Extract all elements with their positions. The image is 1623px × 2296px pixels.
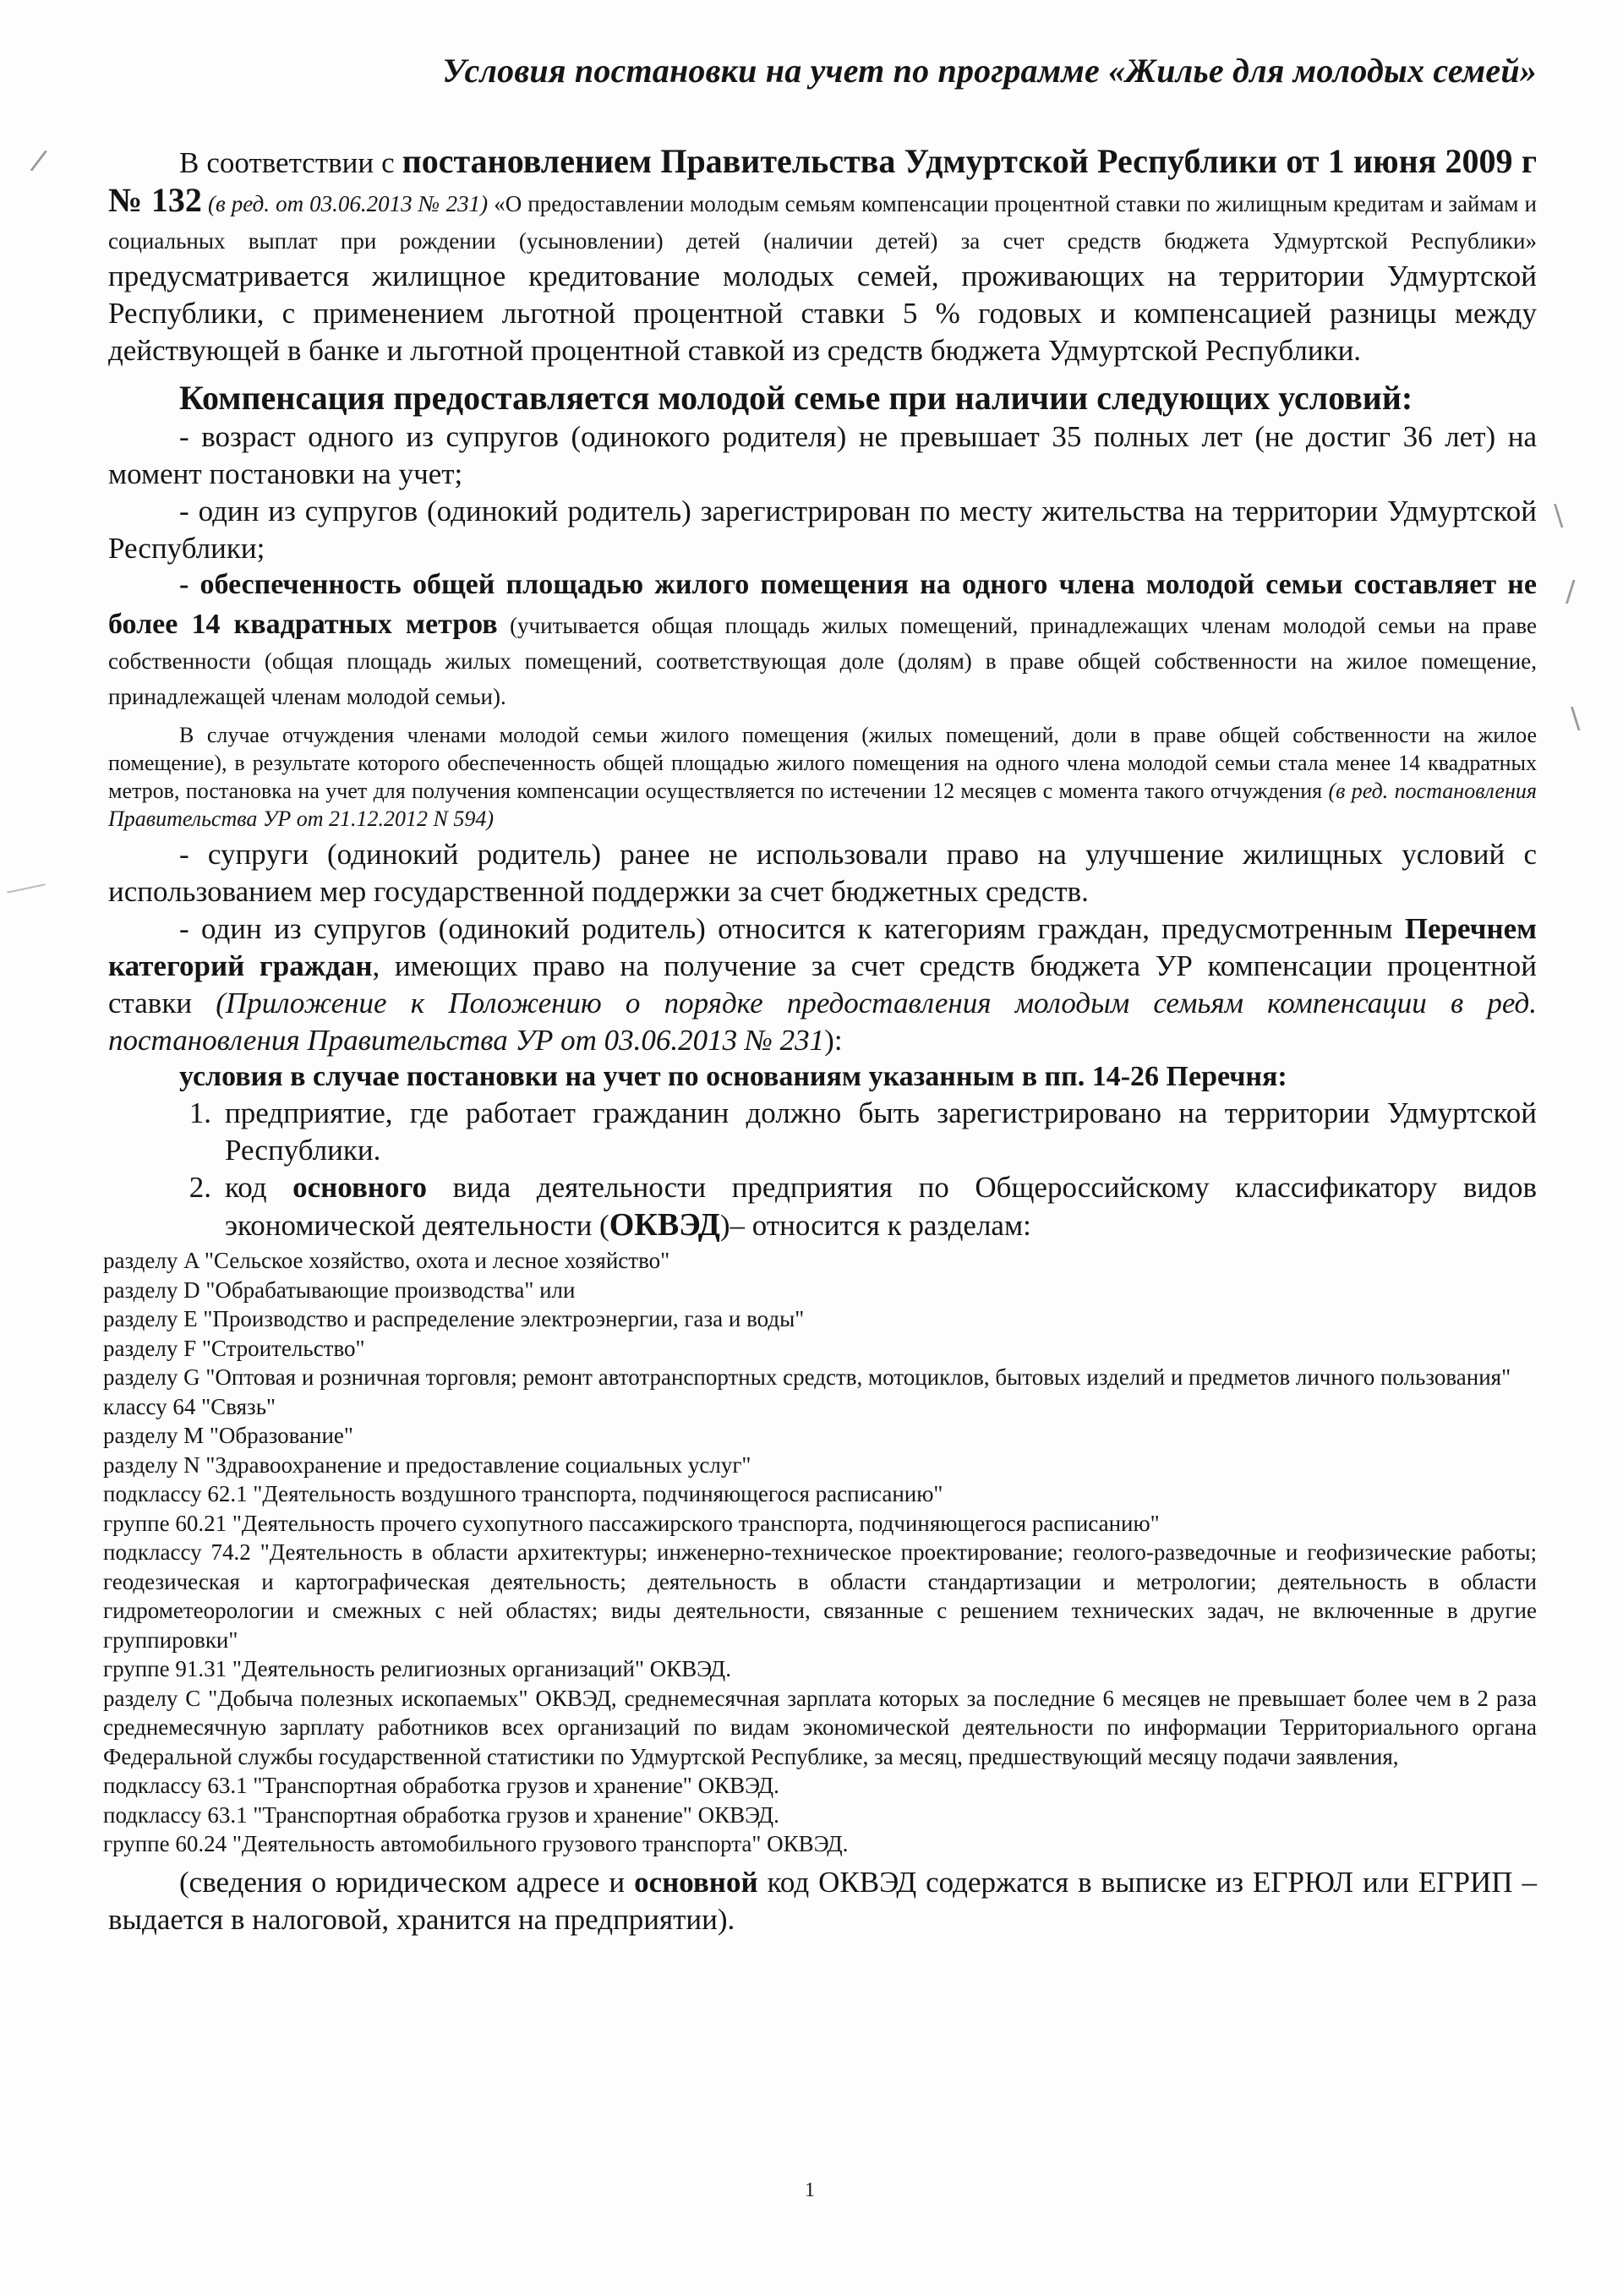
margin-stroke-mark	[7, 883, 45, 894]
list-item	[108, 1169, 1537, 1244]
footer-note	[108, 1864, 1537, 1938]
okved-entry: подклассу 63.1 "Транспортная обработка грузов и хранение" ОКВЭД.	[103, 1773, 779, 1798]
margin-tick-mark: /	[1566, 575, 1576, 609]
intro-paragraph	[108, 143, 1537, 369]
condition-not-used: - супруги (одинокий родитель) ранее не использовали право на улучшение жилищных условий с использованием мер государственной поддержки за счет бюджетных средств.	[108, 838, 1537, 908]
alienation-reference: (в ред. постановления Правительства УР от 21.12.2012 N 594)	[108, 779, 1537, 831]
footer-note-start: (сведения о юридическом адресе и	[179, 1865, 635, 1899]
okved-entry: подклассу 63.1 "Транспортная обработка грузов и хранение" ОКВЭД.	[103, 1801, 779, 1828]
margin-tick-mark: \	[1554, 499, 1564, 533]
footer-note-bold: основной	[634, 1865, 758, 1899]
okved-abbrev: ОКВЭД	[609, 1207, 720, 1243]
okved-entry: разделу C "Добыча полезных ископаемых" ОКВЭД, среднемесячная зарплата которых за последние 6 месяцев не превышает более чем в 2 раза среднемесячную зарплату работников всех организаций по видам экономической деятельности по информации Территориального органа Федеральной службы государственной статистики по Удмуртской Республике, за месяц, предшествующий месяцу подачи заявления,	[103, 1685, 1537, 1769]
intro-rest: предусматривается жилищное кредитование молодых семей, проживающих на территории Удмуртской Республики, с применением льготной процентной ставки 5 % годовых и компенсацией разницы между действующей в банке и льготной процентной ставкой из средств бюджета Удмуртской Республики.	[108, 260, 1537, 367]
okved-entry: разделу G "Оптовая и розничная торговля; ремонт автотранспортных средств, мотоциклов, бытовых изделий и предметов личного пользования"	[103, 1364, 1511, 1390]
decree-edition: (в ред. от 03.06.2013 № 231)	[201, 191, 489, 216]
alienation-text: В случае отчуждения членами молодой семьи жилого помещения (жилых помещений, доли в праве общей собственности на жилое помещение), в результате которого обеспеченность общей площадью жилого помещения на одного члена молодой семьи стала менее 14 квадратных метров, постановка на учет для получения компенсации осуществляется по истечении 12 месяцев с момента такого отчуждения	[108, 723, 1537, 803]
okved-entry: группе 60.24 "Деятельность автомобильного грузового транспорта" ОКВЭД.	[103, 1831, 849, 1856]
okved-entry: подклассу 62.1 "Деятельность воздушного транспорта, подчиняющегося расписанию"	[103, 1481, 943, 1506]
okved-code-pre: код	[225, 1171, 293, 1204]
okved-entry: разделу F "Строительство"	[103, 1335, 365, 1361]
condition-registration: - один из супругов (одинокий родитель) зарегистрирован по месту жительства на территории Удмуртской Республики;	[108, 495, 1537, 565]
margin-tick-mark: /	[28, 143, 49, 178]
condition-area-main: - обеспеченность общей площадью жилого помещения на одного члена молодой семьи составляет не более 14 квадратных метров	[108, 569, 1537, 640]
condition-area-note: (учитывается общая площадь жилых помещений, принадлежащих членам молодой семьи на праве собственности (общая площадь жилых помещений, соответствующая доле (долям) в праве общей собственности на жилое помещение, принадлежащей членам молодой семьи).	[108, 613, 1537, 709]
okved-list	[103, 1246, 1537, 1859]
intro-lead: В соответствии с	[179, 146, 402, 179]
margin-tick-mark: \	[1571, 702, 1581, 735]
list-item-text	[225, 1169, 1537, 1244]
condition-age: - возраст одного из супругов (одинокого родителя) не превышает 35 полных лет (не достиг 36 лет) на момент постановки на учет;	[108, 420, 1537, 490]
condition-category	[108, 910, 1537, 1059]
okved-entry: разделу A "Сельское хозяйство, охота и лесное хозяйство"	[103, 1248, 670, 1273]
okved-code-mid: вида деятельности предприятия по Общероссийскому классификатору видов экономической деятельности (	[225, 1171, 1538, 1242]
alienation-paragraph	[108, 721, 1537, 833]
okved-entry: группе 91.31 "Деятельность религиозных организаций" ОКВЭД.	[103, 1656, 731, 1681]
document-page	[103, 51, 1538, 1938]
category-start: - один из супругов (одинокий родитель) относится к категориям граждан, предусмотренным	[179, 912, 1405, 945]
okved-main-word: основного	[292, 1171, 428, 1204]
okved-code-post: )– относится к разделам:	[719, 1209, 1031, 1242]
okved-entry: разделу D "Обрабатывающие производства" или	[103, 1276, 576, 1303]
document-title: Условия постановки на учет по программе «Жилье для молодых семей»	[442, 52, 1537, 90]
category-reference: (Приложение к Положению о порядке предоставления молодым семьям компенсации в ред. постановления Правительства УР от 03.06.2013 № 231	[108, 987, 1537, 1057]
category-end: ):	[824, 1024, 843, 1057]
list-item-text: предприятие, где работает гражданин должно быть зарегистрировано на территории Удмуртской Республики.	[225, 1096, 1537, 1167]
category-list-name: Перечнем категорий граждан	[108, 912, 1537, 982]
list-item	[108, 1095, 1537, 1169]
okved-entry: подклассу 74.2 "Деятельность в области архитектуры; инженерно-техническое проектирование; геолого-разведочные и геофизические работы; геодезическая и картографическая деятельность; деятельность в области стандартизации и метрологии; деятельность в области гидрометеорологии и смежных с ней областях; виды деятельности, связанные с решением технических задач, не включенные в другие группировки"	[103, 1539, 1537, 1653]
condition-area	[108, 567, 1537, 718]
okved-entry: классу 64 "Связь"	[103, 1393, 276, 1419]
category-middle: , имеющих право на получение за счет средств бюджета УР компенсации процентной ставки	[108, 949, 1537, 1020]
decree-reference: постановлением Правительства Удмуртской Республики от 1 июня 2009 г № 132	[108, 142, 1537, 219]
okved-entry: разделу E "Производство и распределение электроэнергии, газа и воды"	[103, 1306, 805, 1331]
okved-entry: группе 60.21 "Деятельность прочего сухопутного пассажирского транспорта, подчиняющегося расписанию"	[103, 1510, 1160, 1536]
okved-entry: разделу N "Здравоохранение и предоставление социальных услуг"	[103, 1451, 751, 1478]
page-number: 1	[805, 2179, 815, 2201]
list-item-number: 1.	[189, 1096, 211, 1129]
list-item-number: 2.	[189, 1171, 211, 1204]
decree-name: «О предоставлении молодым семьям компенсации процентной ставки по жилищным кредитам и займам и социальных выплат при рождении (усыновлении) детей (наличии детей) за счет средств бюджета Удмуртской Республики»	[108, 191, 1537, 254]
conditions-heading: Компенсация предоставляется молодой семье при наличии следующих условий:	[179, 379, 1413, 417]
sub-heading: условия в случае постановки на учет по основаниям указанным в пп. 14-26 Перечня:	[179, 1061, 1287, 1092]
okved-entry: разделу M "Образование"	[103, 1423, 353, 1448]
footer-note-end: код ОКВЭД содержатся в выписке из ЕГРЮЛ или ЕГРИП – выдается в налоговой, хранится на предприятии).	[108, 1865, 1537, 1936]
